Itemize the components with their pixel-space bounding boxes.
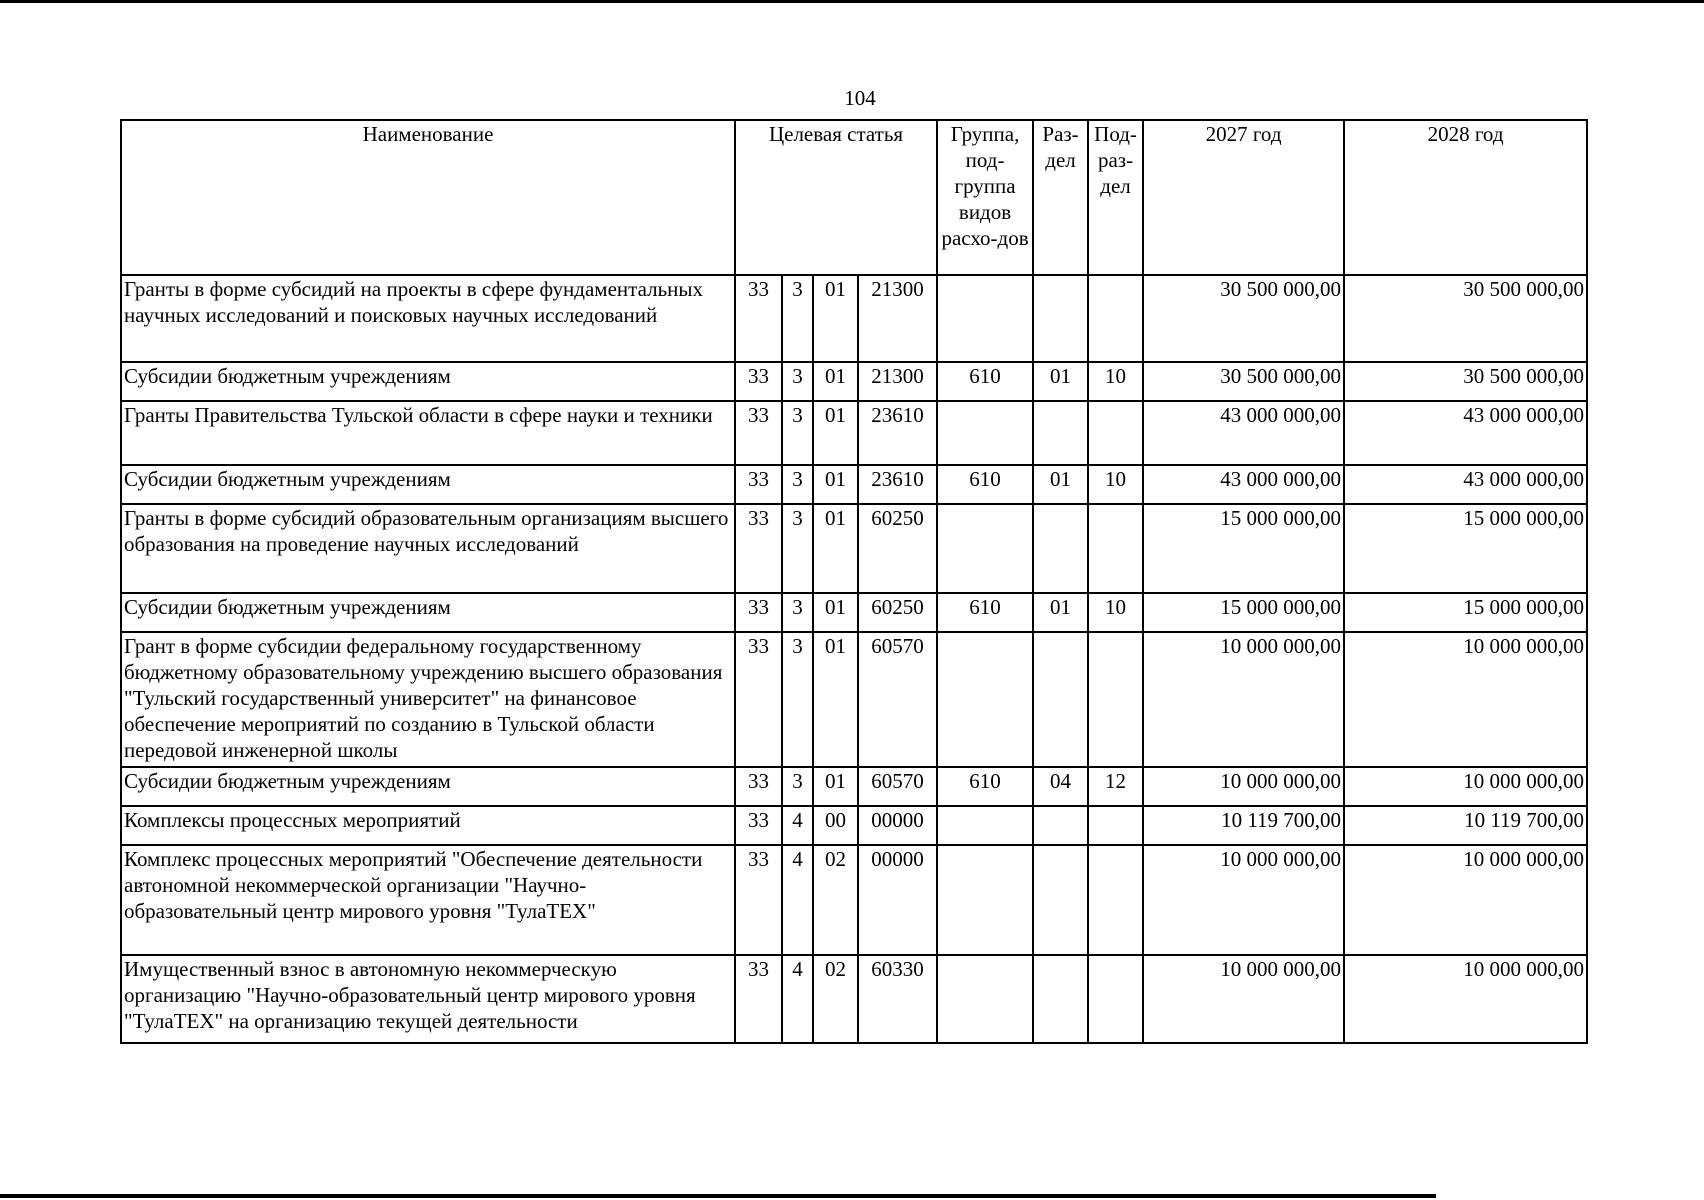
amount-2028: 43 000 000,00 (1344, 465, 1587, 504)
header-subsection: Под-раз-дел (1088, 120, 1143, 275)
subsection (1088, 955, 1143, 1043)
target-article-element: 02 (813, 845, 858, 955)
amount-2028: 10 000 000,00 (1344, 845, 1587, 955)
target-article-type: 4 (782, 845, 813, 955)
target-article-type: 3 (782, 593, 813, 632)
row-name: Гранты в форме субсидий образовательным организациям высшего образования на проведение научных исследований (121, 504, 735, 593)
amount-2027: 30 500 000,00 (1143, 275, 1344, 362)
subsection (1088, 845, 1143, 955)
table-header-row (121, 120, 1587, 275)
target-article-program: 33 (735, 767, 782, 806)
table-row (121, 806, 1587, 845)
amount-2028: 10 000 000,00 (1344, 632, 1587, 767)
expense-group (937, 401, 1033, 465)
expense-group (937, 632, 1033, 767)
target-article-type: 3 (782, 632, 813, 767)
target-article-direction: 60570 (858, 767, 937, 806)
subsection (1088, 632, 1143, 767)
amount-2028: 30 500 000,00 (1344, 275, 1587, 362)
row-name: Гранты Правительства Тульской области в сфере науки и техники (121, 401, 735, 465)
target-article-element: 01 (813, 401, 858, 465)
target-article-direction: 60250 (858, 593, 937, 632)
target-article-element: 01 (813, 593, 858, 632)
subsection: 10 (1088, 362, 1143, 401)
table-row (121, 362, 1587, 401)
table-row (121, 504, 1587, 593)
amount-2028: 30 500 000,00 (1344, 362, 1587, 401)
row-name: Грант в форме субсидии федеральному государственному бюджетному образовательному учреждению высшего образования "Тульский государственный университет" на финансовое обеспечение мероприятий по созданию в Тульской области передовой инженерной школы (121, 632, 735, 767)
target-article-type: 3 (782, 504, 813, 593)
amount-2028: 10 119 700,00 (1344, 806, 1587, 845)
header-year-2028: 2028 год (1344, 120, 1587, 275)
target-article-direction: 21300 (858, 362, 937, 401)
expense-group: 610 (937, 767, 1033, 806)
expense-group (937, 275, 1033, 362)
table-row (121, 955, 1587, 1043)
target-article-program: 33 (735, 632, 782, 767)
table-row (121, 593, 1587, 632)
header-section: Раз-дел (1033, 120, 1088, 275)
row-name: Имущественный взнос в автономную некоммерческую организацию "Научно-образовательный центр мирового уровня "ТулаТЕХ" на организацию текущей деятельности (121, 955, 735, 1043)
row-name: Субсидии бюджетным учреждениям (121, 593, 735, 632)
amount-2028: 43 000 000,00 (1344, 401, 1587, 465)
target-article-direction: 60250 (858, 504, 937, 593)
expense-group: 610 (937, 465, 1033, 504)
row-name: Субсидии бюджетным учреждениям (121, 767, 735, 806)
target-article-element: 01 (813, 362, 858, 401)
target-article-element: 01 (813, 504, 858, 593)
amount-2028: 15 000 000,00 (1344, 593, 1587, 632)
section: 01 (1033, 465, 1088, 504)
row-name: Субсидии бюджетным учреждениям (121, 362, 735, 401)
expense-group: 610 (937, 362, 1033, 401)
target-article-direction: 23610 (858, 401, 937, 465)
target-article-direction: 00000 (858, 806, 937, 845)
section (1033, 806, 1088, 845)
target-article-element: 00 (813, 806, 858, 845)
scan-top-border (0, 0, 1704, 3)
expense-group (937, 845, 1033, 955)
subsection (1088, 275, 1143, 362)
section: 04 (1033, 767, 1088, 806)
expense-group (937, 955, 1033, 1043)
section (1033, 955, 1088, 1043)
target-article-type: 3 (782, 362, 813, 401)
amount-2027: 43 000 000,00 (1143, 401, 1344, 465)
expense-group (937, 806, 1033, 845)
target-article-program: 33 (735, 845, 782, 955)
row-name: Комплексы процессных мероприятий (121, 806, 735, 845)
subsection (1088, 401, 1143, 465)
target-article-direction: 60330 (858, 955, 937, 1043)
amount-2027: 10 000 000,00 (1143, 767, 1344, 806)
header-expense-group: Группа, под-группа видов расхо-дов (937, 120, 1033, 275)
section (1033, 845, 1088, 955)
target-article-program: 33 (735, 504, 782, 593)
amount-2028: 10 000 000,00 (1344, 767, 1587, 806)
row-name: Комплекс процессных мероприятий "Обеспечение деятельности автономной некоммерческой организации "Научно-образовательный центр мирового уровня "ТулаТЕХ" (121, 845, 735, 955)
expense-group (937, 504, 1033, 593)
target-article-direction: 21300 (858, 275, 937, 362)
subsection: 10 (1088, 593, 1143, 632)
target-article-type: 3 (782, 275, 813, 362)
target-article-type: 4 (782, 955, 813, 1043)
target-article-element: 02 (813, 955, 858, 1043)
section: 01 (1033, 593, 1088, 632)
section (1033, 632, 1088, 767)
section (1033, 504, 1088, 593)
amount-2027: 43 000 000,00 (1143, 465, 1344, 504)
amount-2027: 10 119 700,00 (1143, 806, 1344, 845)
target-article-program: 33 (735, 955, 782, 1043)
table-row (121, 275, 1587, 362)
target-article-direction: 23610 (858, 465, 937, 504)
target-article-type: 4 (782, 806, 813, 845)
table-row (121, 845, 1587, 955)
target-article-element: 01 (813, 767, 858, 806)
target-article-element: 01 (813, 275, 858, 362)
scan-bottom-border (0, 1194, 1436, 1198)
amount-2027: 15 000 000,00 (1143, 504, 1344, 593)
section: 01 (1033, 362, 1088, 401)
target-article-program: 33 (735, 362, 782, 401)
target-article-element: 01 (813, 465, 858, 504)
amount-2027: 10 000 000,00 (1143, 955, 1344, 1043)
table-row (121, 767, 1587, 806)
amount-2028: 10 000 000,00 (1344, 955, 1587, 1043)
section (1033, 275, 1088, 362)
target-article-type: 3 (782, 767, 813, 806)
target-article-type: 3 (782, 465, 813, 504)
amount-2027: 10 000 000,00 (1143, 845, 1344, 955)
expense-group: 610 (937, 593, 1033, 632)
amount-2027: 30 500 000,00 (1143, 362, 1344, 401)
header-target-article: Целевая статья (735, 120, 937, 275)
target-article-direction: 60570 (858, 632, 937, 767)
budget-table (120, 119, 1588, 1044)
table-row (121, 632, 1587, 767)
target-article-program: 33 (735, 275, 782, 362)
target-article-program: 33 (735, 593, 782, 632)
row-name: Гранты в форме субсидий на проекты в сфере фундаментальных научных исследований и поисковых научных исследований (121, 275, 735, 362)
subsection (1088, 504, 1143, 593)
subsection (1088, 806, 1143, 845)
table-body (121, 275, 1587, 1043)
amount-2027: 10 000 000,00 (1143, 632, 1344, 767)
amount-2028: 15 000 000,00 (1344, 504, 1587, 593)
table-row (121, 401, 1587, 465)
header-name: Наименование (121, 120, 735, 275)
target-article-program: 33 (735, 401, 782, 465)
amount-2027: 15 000 000,00 (1143, 593, 1344, 632)
subsection: 12 (1088, 767, 1143, 806)
target-article-program: 33 (735, 465, 782, 504)
row-name: Субсидии бюджетным учреждениям (121, 465, 735, 504)
target-article-program: 33 (735, 806, 782, 845)
table-row (121, 465, 1587, 504)
target-article-element: 01 (813, 632, 858, 767)
section (1033, 401, 1088, 465)
target-article-direction: 00000 (858, 845, 937, 955)
target-article-type: 3 (782, 401, 813, 465)
header-year-2027: 2027 год (1143, 120, 1344, 275)
page-number: 104 (844, 86, 876, 110)
subsection: 10 (1088, 465, 1143, 504)
